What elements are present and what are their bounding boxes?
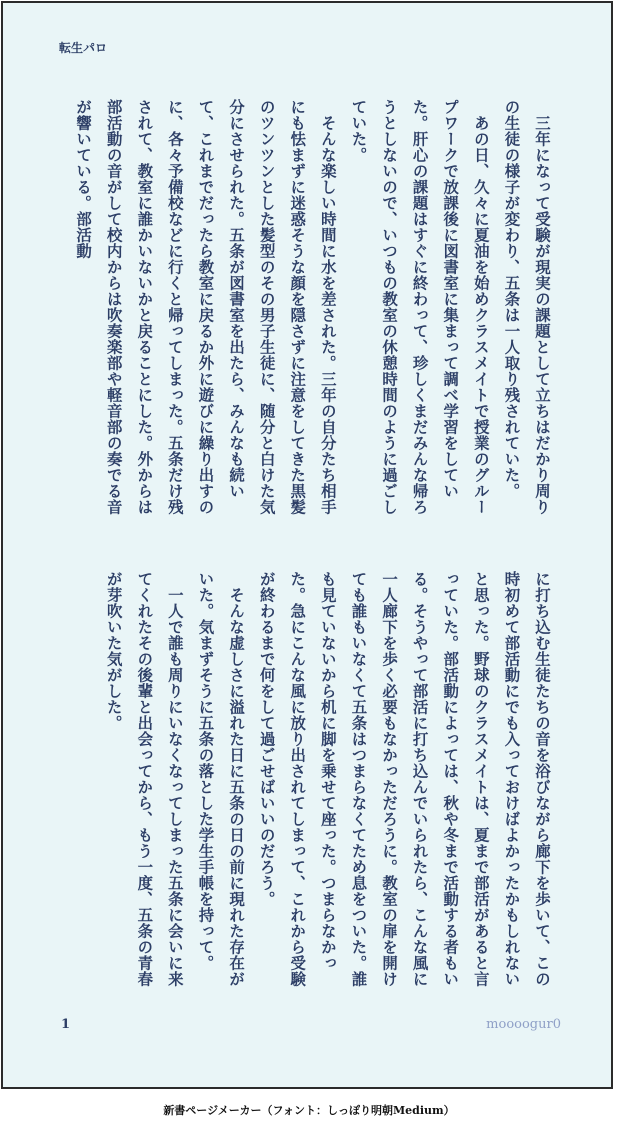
paragraph: 三年になって受験が現実の課題として立ちはだかり周りの生徒の様子が変わり、五条は一人取り残されていた。 [502, 99, 551, 515]
text-block-lower [57, 571, 557, 1001]
book-page [1, 1, 613, 1089]
paragraph: に打ち込む生徒たちの音を浴びながら廊下を歩いて、この時初めて部活動にでも入っておけばよかったかもしれないと思った。野球のクラスメイトは、夏まで部活があると言っていた。部活動によっては、秋や冬まで活動する者もいる。そうやって部活に打ち込んでいられたら、こんな風に一人廊下を歩く必要もなかっただろうに。教室の扉を開けても誰もいなくて五条はつまらなくてため息をついた。誰も見ていないから机に脚を乗せて座った。つまらなかった。急にこんな風に放り出されてしまって、これから受験が終わるまで何をして過ごせばいいのだろう。 [257, 571, 551, 987]
paragraph: 一人で誰も周りにいなくなってしまった五条に会いに来てくれたその後輩と出会ってから、もう一度、五条の青春が芽吹いた気がした。 [104, 571, 184, 987]
paragraph: あの日、久々に夏油を始めクラスメイトで授業のグループワークで放課後に図書室に集まって調べ学習をしていた。肝心の課題はすぐに終わって、珍しくまだみんな帰ろうとしないので、いつもの教室の休憩時間のように過ごしていた。 [349, 99, 490, 515]
paragraph: そんな楽しい時間に水を差された。三年の自分たち相手にも怯まずに迷惑そうな顔を隠さずに注意をしてきた黒髪のツンツンとした髪型のその男子生徒に、随分と白けた気分にさせられた。五条が図書室を出たら、みんなも続いて、これまでだったら教室に戻るか外に遊びに繰り出すのに、各々予備校などに行くと帰ってしまった。五条だけ残されて、教室に誰かいないかと戻ることにした。外からは部活動の音がして校内からは吹奏楽部や軽音部の奏でる音が響いている。部活動 [74, 99, 337, 515]
paragraph: そんな虚しさに溢れた日に五条の日の前に現れた存在がいた。気まずそうに五条の落とした学生手帳を持って。 [196, 571, 246, 987]
page-number: 1 [61, 1017, 71, 1032]
page-header-title: 転生パロ [59, 41, 108, 55]
text-block-upper [57, 99, 557, 529]
author-name: moooogur0 [486, 1017, 561, 1032]
footer-caption: 新書ページメーカー（フォント：しっぽり明朝Medium） [163, 1104, 455, 1117]
